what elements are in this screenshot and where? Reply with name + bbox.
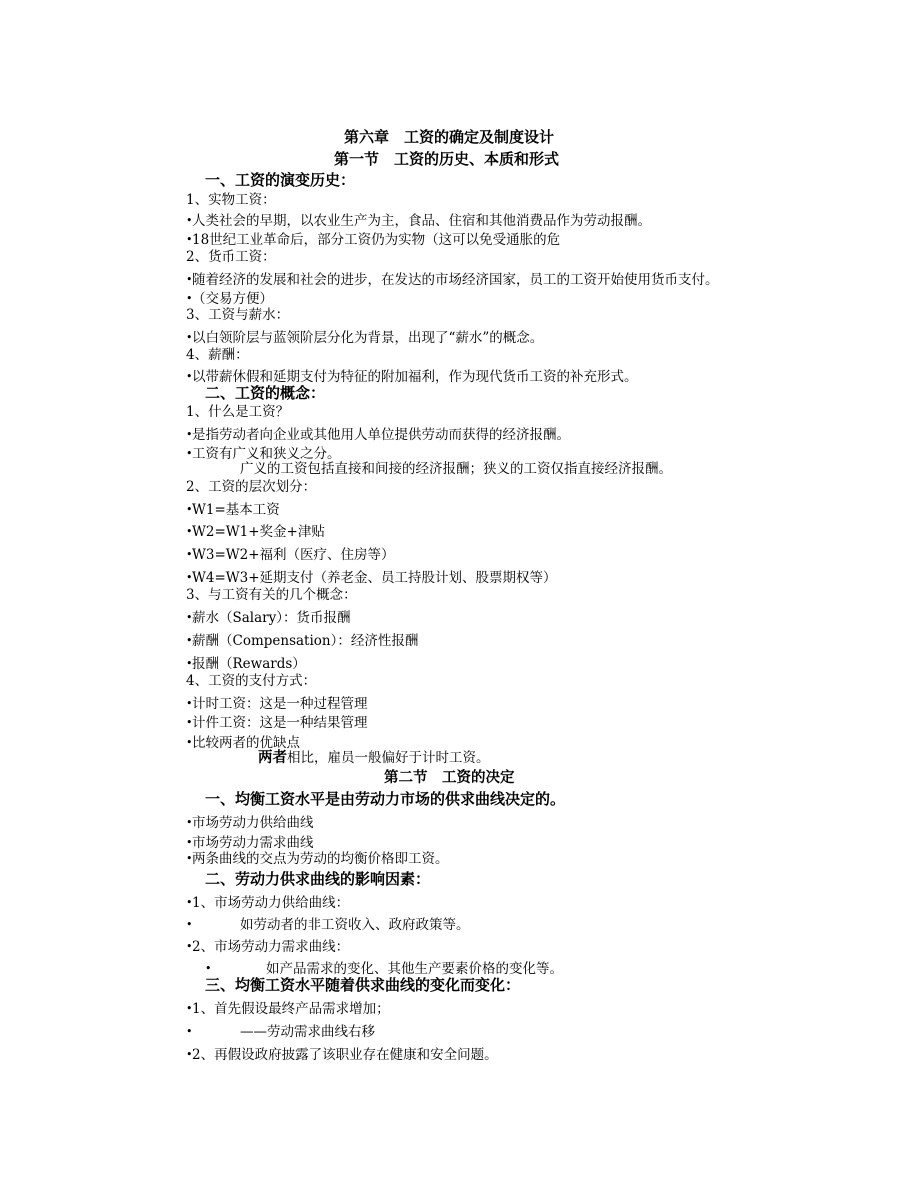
part1-item4: 4、薪酬： (186, 347, 249, 363)
part2-item3: 3、与工资有关的几个概念： (186, 587, 357, 603)
bullet: • (186, 370, 193, 383)
wage-level-w4: W4=W3+延期支付（养老金、员工持股计划、股票期权等） (192, 570, 557, 586)
s2-part2-heading: 二、劳动力供求曲线的影响因素： (205, 870, 431, 888)
bullet: • (186, 611, 193, 624)
bullet: • (186, 571, 193, 584)
bullet: • (186, 331, 193, 344)
part1-item2: 2、货币工资： (186, 249, 276, 265)
conclusion-rest: 相比，雇员一般偏好于计时工资。 (287, 750, 490, 766)
part1-bullet2: 18世纪工业革命后，部分工资仍为实物（这可以免受通胀的危 (192, 232, 561, 248)
bullet: • (205, 962, 212, 975)
bullet: • (186, 525, 193, 538)
s2-part3-bullet2: ——劳动需求曲线右移 (240, 1024, 375, 1040)
bullet: • (186, 836, 193, 849)
bullet: • (186, 548, 193, 561)
s2-part1-heading: 一、均衡工资水平是由劳动力市场的供求曲线决定的。 (205, 790, 566, 808)
part1-bullet5: 以白领阶层与蓝领阶层分化为背景，出现了“薪水”的概念。 (192, 330, 544, 346)
concept-rewards: 报酬（Rewards） (192, 656, 306, 672)
section-1-title: 第一节 工资的历史、本质和形式 (334, 150, 560, 168)
wage-level-w3: W3=W2+福利（医疗、住房等） (192, 547, 395, 563)
part2-item1: 1、什么是工资？ (186, 404, 290, 420)
bullet: • (186, 736, 193, 749)
part1-bullet4: （交易方便） (192, 291, 273, 307)
bullet: • (186, 1002, 193, 1015)
pay-method-time: 计时工资：这是一种过程管理 (192, 696, 368, 712)
part1-bullet6: 以带薪休假和延期支付为特征的附加福利，作为现代货币工资的补充形式。 (192, 369, 638, 385)
s2-part2-bullet1: 1、市场劳动力供给曲线： (192, 895, 350, 911)
part1-bullet1: 人类社会的早期，以农业生产为主，食品、住宿和其他消费品作为劳动报酬。 (192, 213, 651, 229)
part1-bullet3: 随着经济的发展和社会的进步，在发达的市场经济国家，员工的工资开始使用货币支付。 (192, 272, 719, 288)
bullet: • (186, 816, 193, 829)
s2-part2-bullet3: 2、市场劳动力需求曲线： (192, 939, 350, 955)
part1-item1: 1、实物工资： (186, 192, 276, 208)
s2-part2-bullet2: 如劳动者的非工资收入、政府政策等。 (240, 917, 470, 933)
s2-part3-heading: 三、均衡工资水平随着供求曲线的变化而变化： (205, 976, 521, 994)
bullet: • (186, 852, 193, 865)
bullet: • (186, 447, 193, 460)
part2-item4: 4、工资的支付方式： (186, 673, 317, 689)
wage-level-w1: W1=基本工资 (192, 502, 280, 518)
part1-item3: 3、工资与薪水： (186, 307, 290, 323)
part1-heading: 一、工资的演变历史： (205, 171, 356, 189)
s2-part1-bullet2: 市场劳动力需求曲线 (192, 835, 314, 851)
s2-part2-bullet4: 如产品需求的变化、其他生产要素价格的变化等。 (266, 961, 563, 977)
part2-note: 广义的工资包括直接和间接的经济报酬；狭义的工资仅指直接经济报酬。 (240, 461, 672, 477)
bullet: • (186, 292, 193, 305)
bullet: • (186, 503, 193, 516)
bullet: • (186, 428, 193, 441)
bullet: • (186, 1048, 193, 1061)
bullet: • (186, 657, 193, 670)
pay-method-conclusion (258, 749, 490, 767)
part2-bullet2: 工资有广义和狭义之分。 (192, 446, 341, 462)
bullet: • (186, 716, 193, 729)
chapter-title: 第六章 工资的确定及制度设计 (344, 128, 555, 146)
part2-item2: 2、工资的层次划分： (186, 479, 317, 495)
part2-bullet1: 是指劳动者向企业或其他用人单位提供劳动而获得的经济报酬。 (192, 427, 570, 443)
pay-method-piece: 计件工资：这是一种结果管理 (192, 715, 368, 731)
s2-part1-bullet3: 两条曲线的交点为劳动的均衡价格即工资。 (192, 851, 449, 867)
wage-level-w2: W2=W1+奖金+津贴 (192, 524, 325, 540)
section-2-title: 第二节 工资的决定 (384, 770, 515, 786)
bullet: • (186, 214, 193, 227)
part2-heading: 二、工资的概念： (205, 384, 326, 402)
pay-method-compare: 比较两者的优缺点 (192, 735, 300, 751)
s2-part1-bullet1: 市场劳动力供给曲线 (192, 815, 314, 831)
bullet: • (186, 634, 193, 647)
concept-compensation: 薪酬（Compensation）：经济性报酬 (192, 633, 419, 649)
conclusion-bold: 两者 (258, 750, 287, 766)
bullet: • (186, 697, 193, 710)
concept-salary: 薪水（Salary）：货币报酬 (192, 610, 351, 626)
bullet: • (186, 896, 193, 909)
bullet: • (186, 233, 193, 246)
bullet: • (186, 1025, 193, 1038)
s2-part3-bullet1: 1、首先假设最终产品需求增加； (192, 1001, 390, 1017)
s2-part3-bullet3: 2、再假设政府披露了该职业存在健康和安全问题。 (192, 1047, 498, 1063)
bullet: • (186, 918, 193, 931)
bullet: • (186, 273, 193, 286)
bullet: • (186, 940, 193, 953)
